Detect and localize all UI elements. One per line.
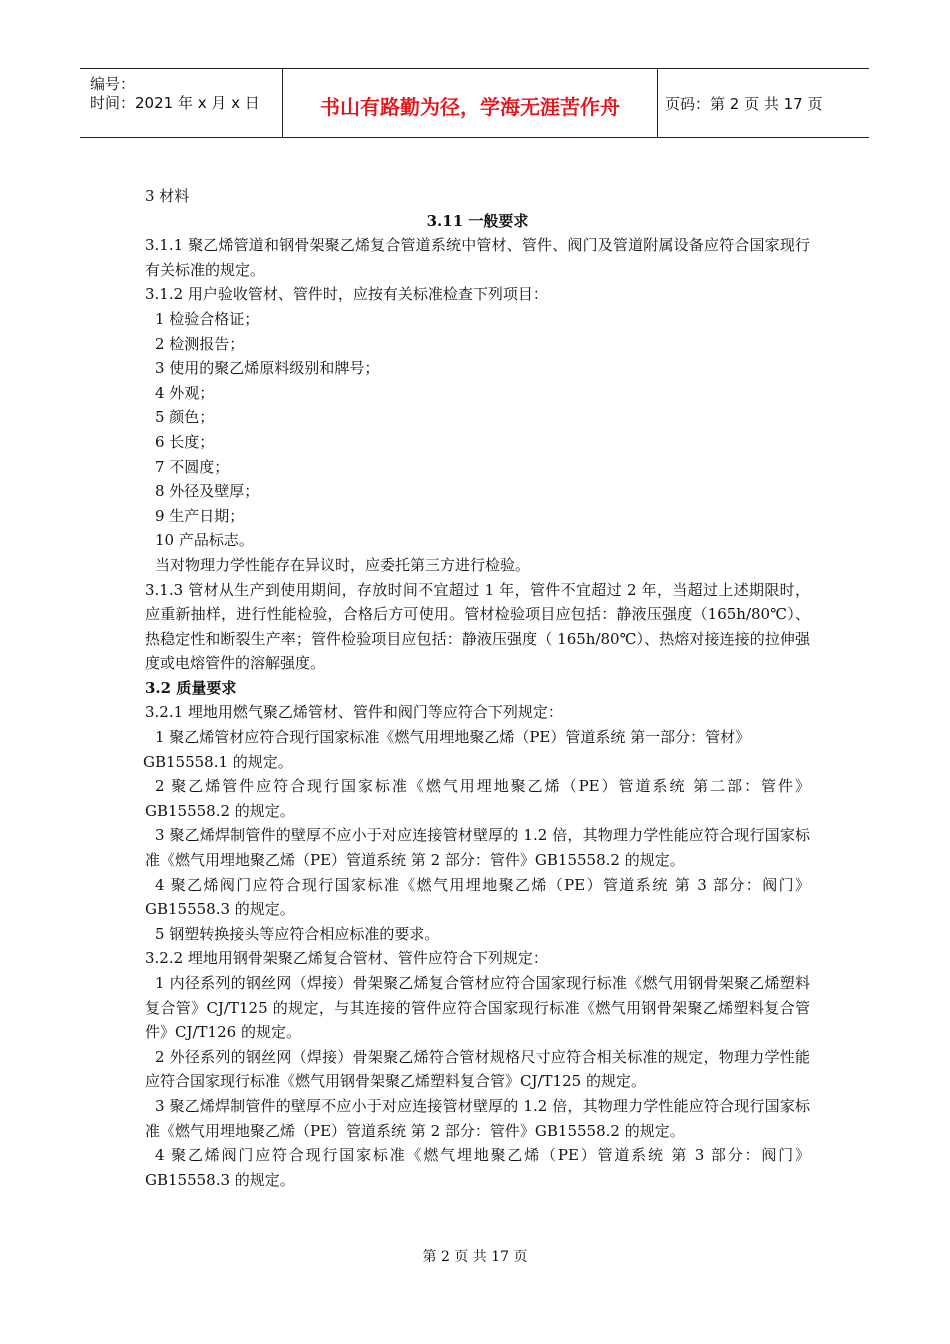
clause-3-2-1-item-5: 5 钢塑转换接头等应符合相应标准的要求。	[155, 924, 440, 943]
section-title: 3 材料	[145, 187, 190, 205]
clause-3-2-1-item-1-standard: GB15558.1 的规定。	[143, 752, 293, 771]
clause-3-1-1: 3.1.1 聚乙烯管道和钢骨架聚乙烯复合管道系统中管材、管件、阀门及管道附属设备应符合国家现行有关标准的规定。	[145, 236, 810, 279]
header-meta-cell	[80, 69, 282, 137]
clause-3-2-2-item-2: 2 外径系列的钢丝网（焊接）骨架聚乙烯符合管材规格尺寸应符合相关标准的规定，物理力学性能应符合国家现行标准《燃气用钢骨架聚乙烯塑料复合管》CJ/T125 的规定。	[145, 1047, 810, 1091]
check-item: 2 检测报告；	[155, 334, 245, 353]
page-footer: 第 2 页 共 17 页	[422, 1249, 528, 1265]
clause-3-2-1: 3.2.1 埋地用燃气聚乙烯管材、管件和阀门等应符合下列规定：	[145, 703, 563, 722]
clause-3-2-1-item-4: 4 聚乙烯阀门应符合现行国家标准《燃气用埋地聚乙烯（PE）管道系统 第 3 部分：阀门》GB15558.3 的规定。	[145, 875, 810, 919]
clause-3-1-2: 3.1.2 用户验收管材、管件时，应按有关标准检查下列项目：	[145, 285, 548, 304]
check-item: 1 检验合格证；	[155, 309, 260, 328]
document-number-label: 编号：	[90, 75, 136, 93]
document-date: 时间：2021 年 x 月 x 日	[90, 94, 260, 112]
check-item: 3 使用的聚乙烯原料级别和牌号；	[155, 359, 380, 378]
document-body	[145, 184, 810, 1192]
subsection-title-general: 3.11 一般要求	[426, 211, 529, 230]
check-item: 8 外径及壁厚；	[155, 482, 260, 501]
check-item: 9 生产日期；	[155, 506, 245, 525]
clause-3-2-1-item-1: 1 聚乙烯管材应符合现行国家标准《燃气用埋地聚乙烯（PE）管道系统 第一部分：管材》	[155, 728, 751, 747]
header-motto: 书山有路勤为径，学海无涯苦作舟	[320, 95, 620, 119]
page-header	[80, 68, 869, 138]
check-item: 5 颜色；	[155, 408, 215, 427]
check-item: 7 不圆度；	[155, 457, 230, 476]
header-motto-cell	[282, 69, 658, 137]
clause-3-2-2-item-4: 4 聚乙烯阀门应符合现行国家标准《燃气埋地聚乙烯（PE）管道系统 第 3 部分：阀门》GB15558.3 的规定。	[145, 1146, 810, 1189]
clause-3-2-2: 3.2.2 埋地用钢骨架聚乙烯复合管材、管件应符合下列规定：	[145, 949, 548, 968]
clause-3-2-2-item-1: 1 内径系列的钢丝网（焊接）骨架聚乙烯复合管材应符合国家现行标准《燃气用钢骨架聚乙烯塑料复合管》CJ/T125 的规定，与其连接的管件应符合国家现行标准《燃气用钢骨架聚乙烯塑料复合管件》CJ/T126 的规定。	[145, 974, 810, 1042]
clause-3-1-3: 3.1.3 管材从生产到使用期间，存放时间不宜超过 1 年，管件不宜超过 2 年，当超过上述期限时，应重新抽样，进行性能检验，合格后方可使用。管材检验项目应包括：静液压强度（165h/80℃）、热稳定性和断裂生产率；管件检验项目应包括：静液压强度（ 165h/80℃）、热熔对接连接的拉伸强度或电熔管件的溶解强度。	[145, 580, 810, 673]
header-page-info: 页码：第 2 页 共 17 页	[665, 95, 823, 113]
check-item: 10 产品标志。	[155, 531, 254, 550]
clause-3-1-2-note: 当对物理力学性能存在异议时，应委托第三方进行检验。	[155, 555, 531, 574]
check-item: 4 外观；	[155, 383, 215, 402]
clause-3-2-1-item-2: 2 聚乙烯管件应符合现行国家标准《燃气用埋地聚乙烯（PE）管道系统 第二部：管件》GB15558.2 的规定。	[145, 777, 810, 820]
clause-3-2-2-item-3: 3 聚乙烯焊制管件的壁厚不应小于对应连接管材壁厚的 1.2 倍，其物理力学性能应符合现行国家标准《燃气用埋地聚乙烯（PE）管道系统 第 2 部分：管件》GB15558.2 的规定。	[145, 1096, 810, 1140]
clause-3-2-1-item-3: 3 聚乙烯焊制管件的壁厚不应小于对应连接管材壁厚的 1.2 倍，其物理力学性能应符合现行国家标准《燃气用埋地聚乙烯（PE）管道系统 第 2 部分：管件》GB15558.2 的规定。	[145, 826, 810, 870]
subsection-title-quality: 3.2 质量要求	[145, 678, 237, 697]
header-page-cell	[657, 69, 869, 137]
check-item: 6 长度；	[155, 432, 215, 451]
